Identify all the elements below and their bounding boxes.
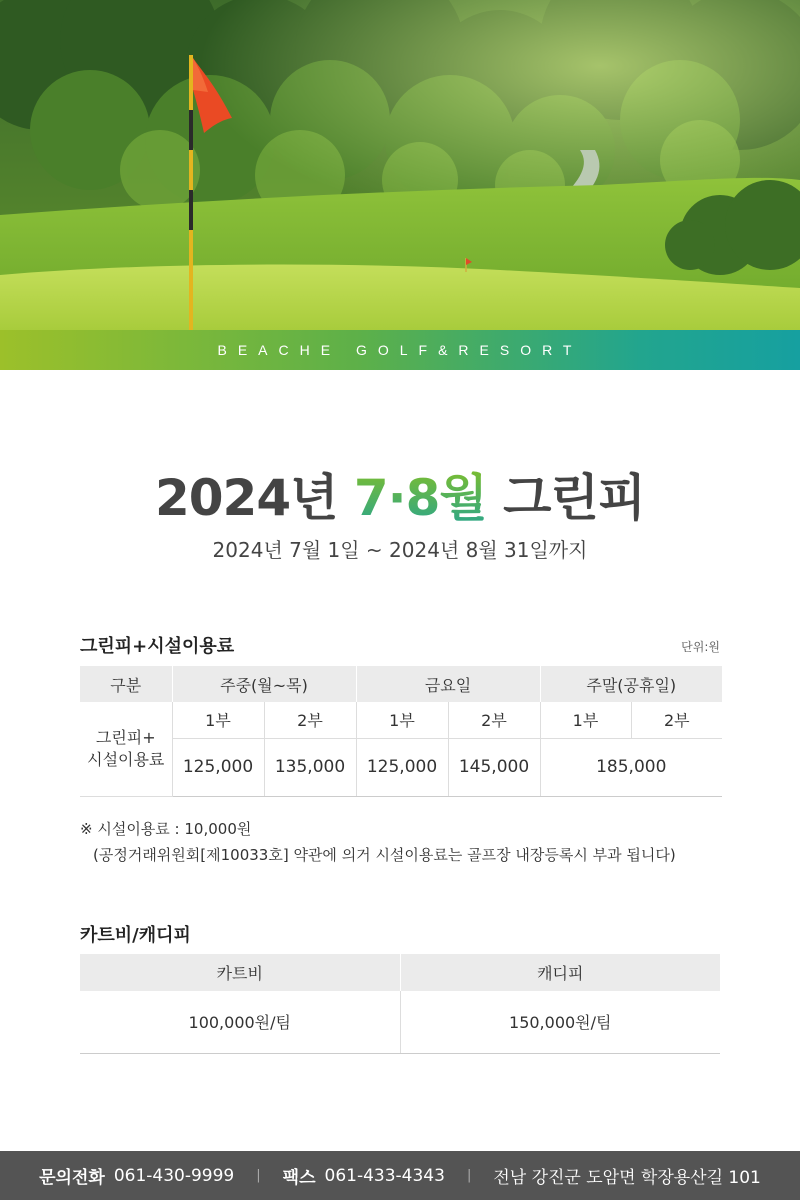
- session-row: [80, 702, 722, 738]
- phone-number[interactable]: 061-430-9999: [113, 1165, 235, 1186]
- footer-separator: |: [256, 1168, 261, 1183]
- fee-notes: [80, 816, 676, 868]
- header-cart-fee: 카트비: [80, 954, 400, 991]
- header-weekday: 주중(월~목): [172, 666, 356, 702]
- header-friday: 금요일: [356, 666, 540, 702]
- green-fee-table: [80, 666, 722, 797]
- brand-name: BEACHE GOLF&RESORT: [217, 342, 583, 358]
- price-weekday-1: 125,000: [172, 738, 264, 796]
- note-line-2: (공정거래위원회[제10033호] 약관에 의거 시설이용료는 골프장 내장등록시 부과 됩니다): [93, 846, 676, 864]
- session-weekday-2: 2부: [264, 702, 356, 738]
- price-weekday-2: 135,000: [264, 738, 356, 796]
- page-title: [0, 458, 800, 530]
- period-text: 2024년 7월 1일 ~ 2024년 8월 31일까지: [212, 538, 588, 562]
- cart-header-row: [80, 954, 720, 991]
- address-text: 전남 강진군 도암면 학장용산길 101: [493, 1168, 761, 1188]
- row-label-line2: 시설이용료: [87, 749, 165, 769]
- note-line-1: ※ 시설이용료 : 10,000원: [80, 820, 252, 838]
- golf-course-image: [0, 0, 800, 370]
- brand-band: [0, 330, 800, 370]
- phone-label: 문의전화: [39, 1168, 105, 1188]
- cart-caddy-table: [80, 954, 720, 1054]
- session-weekend-1: 1부: [540, 702, 631, 738]
- table-header-row: [80, 666, 722, 702]
- session-weekend-2: 2부: [631, 702, 722, 738]
- fax-label: 팩스: [282, 1168, 316, 1188]
- price-row: [80, 738, 722, 796]
- session-friday-1: 1부: [356, 702, 448, 738]
- header-caddy-fee: 캐디피: [400, 954, 720, 991]
- price-weekend: 185,000: [540, 738, 722, 796]
- session-friday-2: 2부: [448, 702, 540, 738]
- session-weekday-1: 1부: [172, 702, 264, 738]
- title-year: 2024년: [154, 469, 338, 527]
- caddy-fee-value: 150,000원/팀: [400, 991, 720, 1053]
- cart-value-row: [80, 991, 720, 1053]
- header-weekend: 주말(공휴일): [540, 666, 722, 702]
- price-friday-1: 125,000: [356, 738, 448, 796]
- price-friday-2: 145,000: [448, 738, 540, 796]
- unit-label: 단위:원: [681, 640, 720, 654]
- header-category: 구분: [80, 666, 172, 702]
- fax-number: 061-433-4343: [324, 1165, 445, 1186]
- footer-separator: |: [466, 1168, 472, 1183]
- title-suffix: 그린피: [503, 469, 646, 527]
- footer-bar: [0, 1151, 800, 1200]
- hero-banner: [0, 0, 800, 370]
- cart-fee-value: 100,000원/팀: [80, 991, 400, 1053]
- row-label: [80, 702, 172, 796]
- title-months: 7·8월: [353, 469, 487, 527]
- row-label-line1: 그린피+: [95, 727, 156, 747]
- cart-caddy-section-title: 카트비/캐디피: [80, 925, 191, 946]
- green-fee-section-title: 그린피+시설이용료: [80, 636, 235, 657]
